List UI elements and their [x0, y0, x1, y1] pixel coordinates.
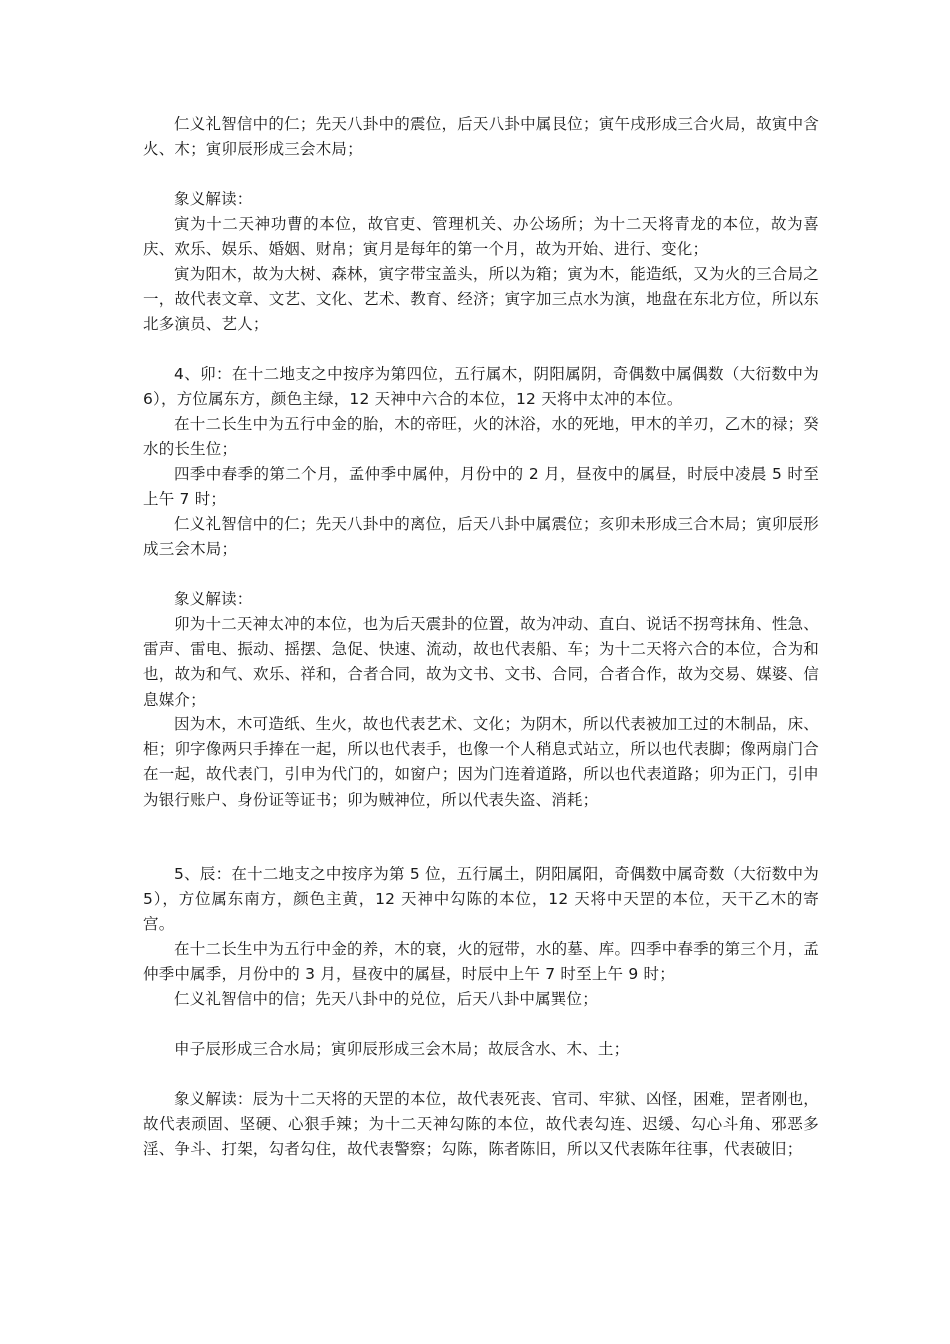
paragraph-heading-symbolism-2: 象义解读： — [174, 590, 253, 608]
paragraph-mao-virtues: 仁义礼智信中的仁；先天八卦中的离位，后天八卦中属震位；亥卯未形成三合木局；寅卯辰形成三会木局； — [143, 515, 819, 559]
paragraph-mao-changsheng: 在十二长生中为五行中金的胎，木的帝旺，火的沐浴，水的死地，甲木的羊刃，乙木的禄；癸水的长生位； — [143, 415, 819, 459]
paragraph-yin-gongcao: 寅为十二天神功曹的本位，故官吏、管理机关、办公场所；为十二天将青龙的本位，故为喜庆、欢乐、娱乐、婚姻、财帛；寅月是每年的第一个月，故为开始、进行、变化； — [143, 215, 819, 259]
paragraph-chen-combinations: 申子辰形成三合水局；寅卯辰形成三会木局；故辰含水、木、土； — [174, 1040, 630, 1058]
paragraph-chen-symbolism: 象义解读：辰为十二天将的天罡的本位，故代表死丧、官司、牢狱、凶怪，困难，罡者刚也，故代表顽固、坚硬、心狠手辣；为十二天神勾陈的本位，故代表勾连、迟缓、勾心斗角、邪恶多淫、争斗、打架，勾者勾住，故代表警察；勾陈，陈者陈旧，所以又代表陈年往事，代表破旧； — [143, 1090, 819, 1159]
paragraph-chen-virtues: 仁义礼智信中的信；先天八卦中的兑位，后天八卦中属巽位； — [174, 990, 598, 1008]
paragraph-yin-virtues: 仁义礼智信中的仁；先天八卦中的震位，后天八卦中属艮位；寅午戌形成三合火局，故寅中含火、木；寅卯辰形成三会木局； — [143, 115, 819, 159]
paragraph-mao-wood: 因为木，木可造纸、生火，故也代表艺术、文化；为阴木，所以代表被加工过的木制品，床、柜；卯字像两只手捧在一起，所以也代表手，也像一个人稍息式站立，所以也代表脚；像两扇门合在一起，故代表门，引申为代门的，如窗户；因为门连着道路，所以也代表道路；卯为正门，引申为银行账户、身份证等证书；卯为贼神位，所以代表失盗、消耗； — [143, 715, 819, 809]
paragraph-heading-symbolism-1: 象义解读： — [174, 190, 253, 208]
paragraph-chen-changsheng: 在十二长生中为五行中金的养，木的衰，火的冠带，水的墓、库。四季中春季的第三个月，孟仲季中属季，月份中的 3 月，昼夜中的属昼，时辰中上午 7 时至上午 9 时； — [143, 940, 819, 984]
paragraph-mao-taichong: 卯为十二天神太冲的本位，也为后天震卦的位置，故为冲动、直白、说话不拐弯抹角、性急、雷声、雷电、振动、摇摆、急促、快速、流动，故也代表船、车；为十二天将六合的本位，合为和也，故为和气、欢乐、祥和，合者合同，故为文书、文书、合同，合者合作，故为交易、媒婆、信息媒介； — [143, 615, 819, 709]
paragraph-chen-intro: 5、辰：在十二地支之中按序为第 5 位，五行属土，阴阳属阳，奇偶数中属奇数（大衍数中为 5），方位属东南方，颜色主黄，12 天神中勾陈的本位，12 天将中天罡的本位，天干乙木的寄宫。 — [143, 865, 819, 934]
paragraph-yin-yangmu: 寅为阳木，故为大树、森林，寅字带宝盖头，所以为箱；寅为木，能造纸，又为火的三合局之一，故代表文章、文艺、文化、艺术、教育、经济；寅字加三点水为演，地盘在东北方位，所以东北多演员、艺人； — [143, 265, 819, 334]
paragraph-mao-intro: 4、卯：在十二地支之中按序为第四位，五行属木，阴阳属阴，奇偶数中属偶数（大衍数中为 6），方位属东方，颜色主绿，12 天神中六合的本位，12 天将中太冲的本位。 — [143, 365, 819, 409]
paragraph-mao-season: 四季中春季的第二个月，孟仲季中属仲，月份中的 2 月，昼夜中的属昼，时辰中凌晨 5 时至上午 7 时； — [143, 465, 819, 509]
